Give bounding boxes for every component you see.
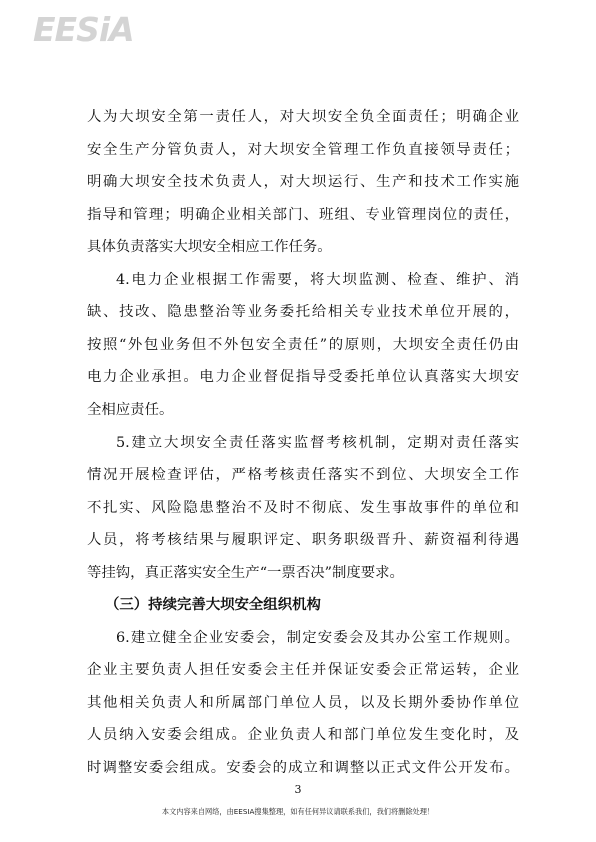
body-line-1: 人为大坝安全第一责任人，对大坝安全负全面责任；明确企业 [87, 109, 519, 125]
body-line-9: 电力企业承担。电力企业督促指导受委托单位认真落实大坝安 [87, 369, 519, 385]
body-line-21: 时调整安委会组成。安委会的成立和调整以正式文件公开发布。 [87, 760, 519, 776]
body-line-12: 情况开展检查评估，严格考核责任落实不到位、大坝安全工作 [87, 467, 519, 483]
body-line-18: 企业主要负责人担任安委会主任并保证安委会正常运转，企业 [87, 662, 519, 678]
body-line-19: 其他相关负责人和所属部门单位人员，以及长期外委协作单位 [87, 695, 519, 711]
paragraph-4-start: 4.电力企业根据工作需要，将大坝监测、检查、维护、消 [116, 272, 519, 288]
body-line-15: 等挂钩，真正落实安全生产“一票否决”制度要求。 [87, 565, 404, 581]
body-line-3: 明确大坝安全技术负责人，对大坝运行、生产和技术工作实施 [87, 174, 519, 190]
body-line-20: 人员纳入安委会组成。企业负责人和部门单位发生变化时，及 [87, 727, 519, 743]
page-number: 3 [294, 783, 302, 796]
section-heading: （三）持续完善大坝安全组织机构 [105, 596, 321, 613]
body-line-4: 指导和管理；明确企业相关部门、班组、专业管理岗位的责任， [87, 207, 519, 223]
body-line-14: 人员，将考核结果与履职评定、职务职级晋升、薪资福利待遇 [87, 532, 519, 548]
body-line-10: 全相应责任。 [87, 402, 174, 418]
eesia-logo: EESiA [33, 10, 134, 49]
body-line-2: 安全生产分管负责人，对大坝安全管理工作负直接领导责任； [87, 142, 519, 158]
paragraph-5-start: 5.建立大坝安全责任落实监督考核机制，定期对责任落实 [116, 435, 519, 451]
body-line-8: 按照“外包业务但不外包安全责任”的原则，大坝安全责任仍由 [87, 337, 519, 353]
body-line-7: 缺、技改、隐患整治等业务委托给相关专业技术单位开展的， [87, 304, 519, 320]
paragraph-6-start: 6.建立健全企业安委会，制定安委会及其办公室工作规则。 [116, 630, 519, 646]
body-line-13: 不扎实、风险隐患整治不及时不彻底、发生事故事件的单位和 [87, 500, 519, 516]
body-line-5: 具体负责落实大坝安全相应工作任务。 [87, 239, 332, 255]
footer-notice: 本文内容来自网络，由EESIA搜集整理，如有任何异议请联系我们，我们将删除处理！ [161, 807, 435, 816]
